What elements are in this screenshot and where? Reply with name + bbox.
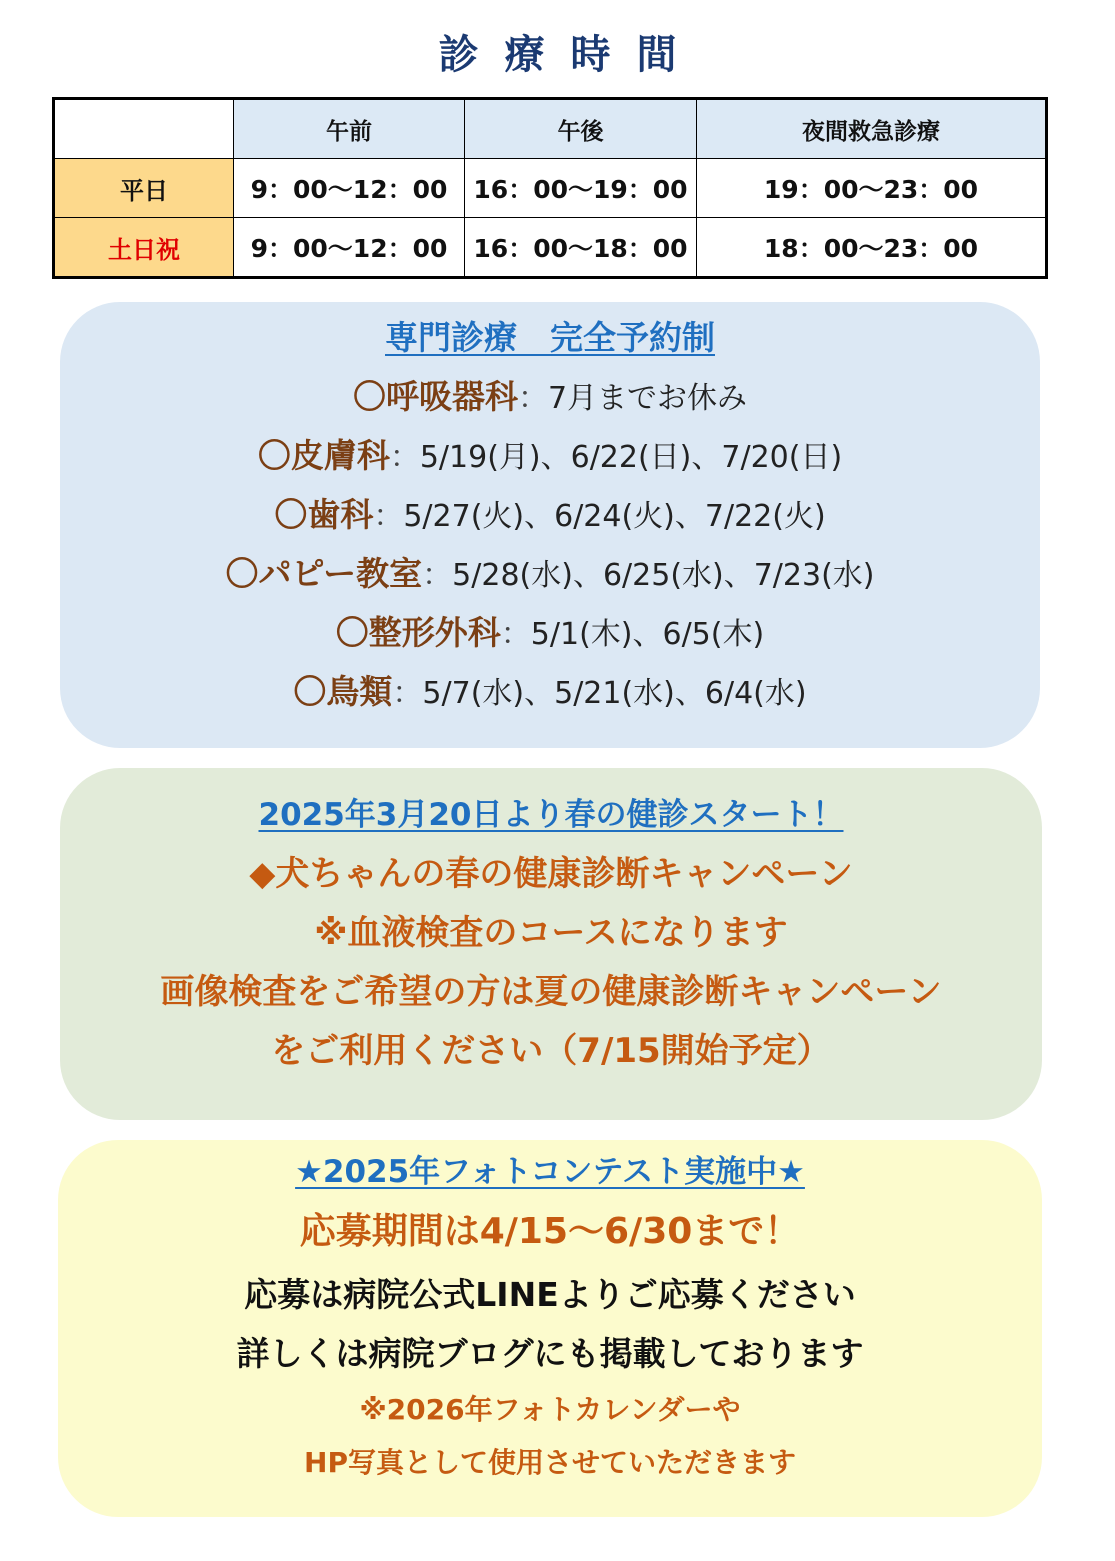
item-detail: 5/28(水)、6/25(水)、7/23(水): [452, 558, 875, 593]
time-cell: 18：00～23：00: [697, 218, 1047, 278]
specialty-panel: [60, 302, 1040, 748]
item-name: 〇鳥類: [293, 672, 393, 711]
table-row: [54, 159, 1047, 218]
contest-note-line: HP写真として使用させていただきます: [304, 1446, 796, 1479]
application-period: 応募期間は4/15～6/30まで！: [299, 1211, 801, 1252]
time-cell: 9：00～12：00: [234, 218, 465, 278]
specialty-heading: 専門診療 完全予約制: [385, 318, 715, 357]
item-name: 〇整形外科: [335, 613, 501, 652]
column-header-afternoon: 午後: [465, 99, 697, 159]
campaign-line: 画像検査をご希望の方は夏の健康診断キャンペーン: [160, 972, 942, 1012]
item-name: 〇パピー教室: [225, 554, 423, 593]
item-detail: 5/19(月)、6/22(日)、7/20(日): [419, 440, 843, 475]
list-item: [60, 544, 1040, 603]
item-separator: ：: [422, 558, 453, 593]
item-separator: ：: [500, 617, 531, 652]
list-item: [60, 367, 1040, 426]
item-detail: 7月までお休み: [547, 381, 748, 416]
spring-checkup-heading: 2025年3月20日より春の健診スタート！: [258, 797, 844, 833]
time-cell: 19：00～23：00: [697, 159, 1047, 218]
row-label-weekday: 平日: [54, 159, 234, 218]
hours-table: [52, 97, 1048, 279]
item-separator: ：: [389, 440, 420, 475]
time-cell: 16：00～19：00: [465, 159, 697, 218]
item-separator: ：: [517, 381, 548, 416]
item-detail: 5/7(水)、5/21(水)、6/4(水): [422, 676, 807, 711]
time-cell: 16：00～18：00: [465, 218, 697, 278]
photo-contest-heading: ★2025年フォトコンテスト実施中★: [295, 1154, 805, 1190]
column-header-morning: 午前: [234, 99, 465, 159]
item-name: 〇歯科: [274, 495, 374, 534]
time-cell: 9：00～12：00: [234, 159, 465, 218]
list-item: [60, 662, 1040, 721]
campaign-line: ※血液検査のコースになります: [314, 913, 788, 953]
row-label-weekend-holiday: 土日祝: [54, 218, 234, 278]
item-name: 〇皮膚科: [257, 436, 390, 475]
item-name: 〇呼吸器科: [352, 377, 518, 416]
table-corner-cell: [54, 99, 234, 159]
list-item: [60, 426, 1040, 485]
spring-checkup-panel: [60, 768, 1042, 1120]
column-header-night-emergency: 夜間救急診療: [697, 99, 1047, 159]
photo-contest-panel: [58, 1140, 1042, 1517]
item-detail: 5/1(木)、6/5(木): [530, 617, 765, 652]
table-header-row: [54, 99, 1047, 159]
item-separator: ：: [373, 499, 404, 534]
contest-info-line: 詳しくは病院ブログにも掲載しております: [236, 1334, 864, 1373]
contest-note-line: ※2026年フォトカレンダーや: [359, 1393, 741, 1426]
list-item: [60, 603, 1040, 662]
contest-info-line: 応募は病院公式LINEよりご応募ください: [244, 1275, 856, 1314]
item-detail: 5/27(火)、6/24(火)、7/22(火): [403, 499, 826, 534]
list-item: [60, 485, 1040, 544]
campaign-line: ◆犬ちゃんの春の健康診断キャンペーン: [249, 854, 853, 894]
page-title: 診療時間: [438, 32, 703, 78]
item-separator: ：: [392, 676, 423, 711]
campaign-line: をご利用ください（7/15開始予定）: [271, 1031, 831, 1071]
table-row: [54, 218, 1047, 278]
